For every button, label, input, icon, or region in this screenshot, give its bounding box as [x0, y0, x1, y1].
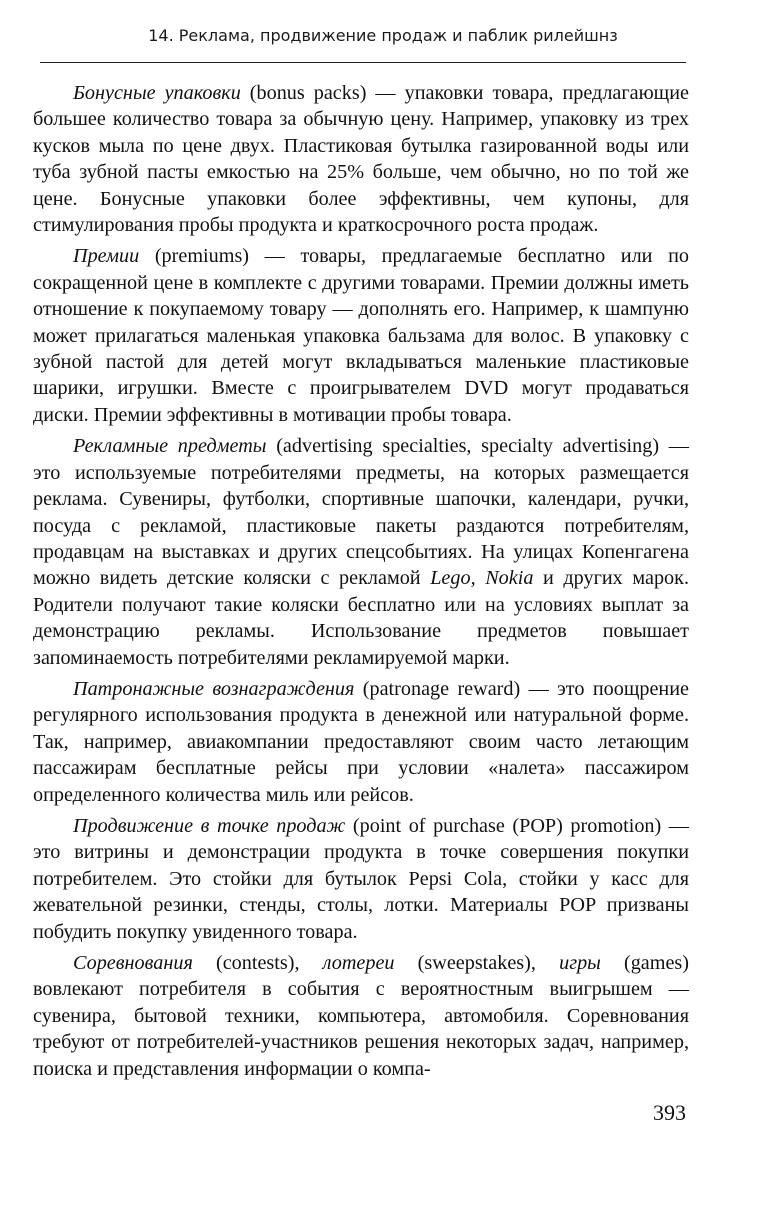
- paragraph-bonus-packs: [33, 80, 689, 238]
- page-body: [33, 80, 689, 1087]
- brand-names: Lego, Nokia: [430, 567, 534, 590]
- term-advertising-specialties: Рекламные предметы: [73, 435, 267, 458]
- page-number: 393: [653, 1100, 686, 1125]
- paragraph-text: и других марок. Родители получают такие коляски бесплатно или на условиях выплат за демонстрацию рекламы. Использование предметов повышает запоминаемость потребителями рекламируемой марки.: [33, 567, 689, 669]
- term-sweepstakes: лотереи: [322, 952, 395, 974]
- term-games: игры: [559, 952, 601, 974]
- paragraph-advertising-specialties: [33, 433, 689, 671]
- term-bonus-packs: Бонусные упаковки: [73, 82, 241, 104]
- paragraph-contests: [33, 950, 689, 1082]
- paragraph-text: (contests),: [192, 952, 323, 974]
- term-premiums: Премии: [73, 245, 140, 268]
- header-rule: [40, 62, 686, 63]
- paragraph-text: (point of purchase (POP) promotion) — это витрины и демонстрации продукта в точке совершения покупки потребителем. Это стойки для бутылок Pepsi Cola, стойки у касс для жевательной резинки, стенды, столы, лотки. Материалы POP призваны побудить покупку увиденного товара.: [33, 814, 689, 943]
- paragraph-text: (games) вовлекают потребителя в события с вероятностным выигрышем — сувенира, бытовой техники, компьютера, автомобиля. Соревнования требуют от потребителей-участников решения некоторых задач, например, поиска и представления информации о компа-: [33, 952, 690, 1080]
- term-contests: Соревнования: [73, 952, 193, 974]
- paragraph-text: (bonus packs) — упаковки товара, предлагающие большее количество товара за обычную цену. Например, упаковку из трех кусков мыла по цене двух. Пластиковая бутылка газированной воды или туба зубной пасты емкостью на 25% больше, чем обычно, но по той же цене. Бонусные упаковки более эффективны, чем купоны, для стимулирования пробы продукта и краткосрочного роста продаж.: [33, 82, 689, 237]
- running-header: 14. Реклама, продвижение продаж и паблик рилейшнз: [148, 26, 618, 45]
- paragraph-text: (premiums) — товары, предлагаемые бесплатно или по сокращенной цене в комплекте с другими товарами. Премии должны иметь отношение к покупаемому товару — дополнять его. Например, к шампуню может прилагаться маленькая упаковка бальзама для волос. В упаковку с зубной пастой для детей могут вкладываться маленькие пластиковые шарики, игрушки. Вместе с проигрывателем DVD могут продаваться диски. Премии эффективны в мотивации пробы товара.: [33, 245, 689, 426]
- paragraph-text: (sweepstakes),: [394, 952, 560, 974]
- paragraph-pop-promotion: [33, 813, 689, 945]
- paragraph-patronage-reward: [33, 676, 689, 808]
- paragraph-text: (advertising specialties, specialty advertising) — это используемые потребителями предметы, на которых размещается реклама. Сувениры, футболки, спортивные шапочки, календари, ручки, посуда с рекламой, пластиковые пакеты раздаются потребителям, продавцам на выставках и других спецсобытиях. На улицах Копенгагена можно видеть детские коляски с рекламой: [33, 435, 689, 590]
- paragraph-text: (patronage reward) — это поощрение регулярного использования продукта в денежной или натуральной форме. Так, например, авиакомпании предоставляют своим часто летающим пассажирам бесплатные рейсы при условии «налета» пассажиром определенного количества миль или рейсов.: [33, 677, 689, 806]
- term-pop-promotion: Продвижение в точке продаж: [73, 814, 346, 837]
- paragraph-premiums: [33, 243, 689, 428]
- term-patronage-reward: Патронажные вознаграждения: [73, 677, 355, 700]
